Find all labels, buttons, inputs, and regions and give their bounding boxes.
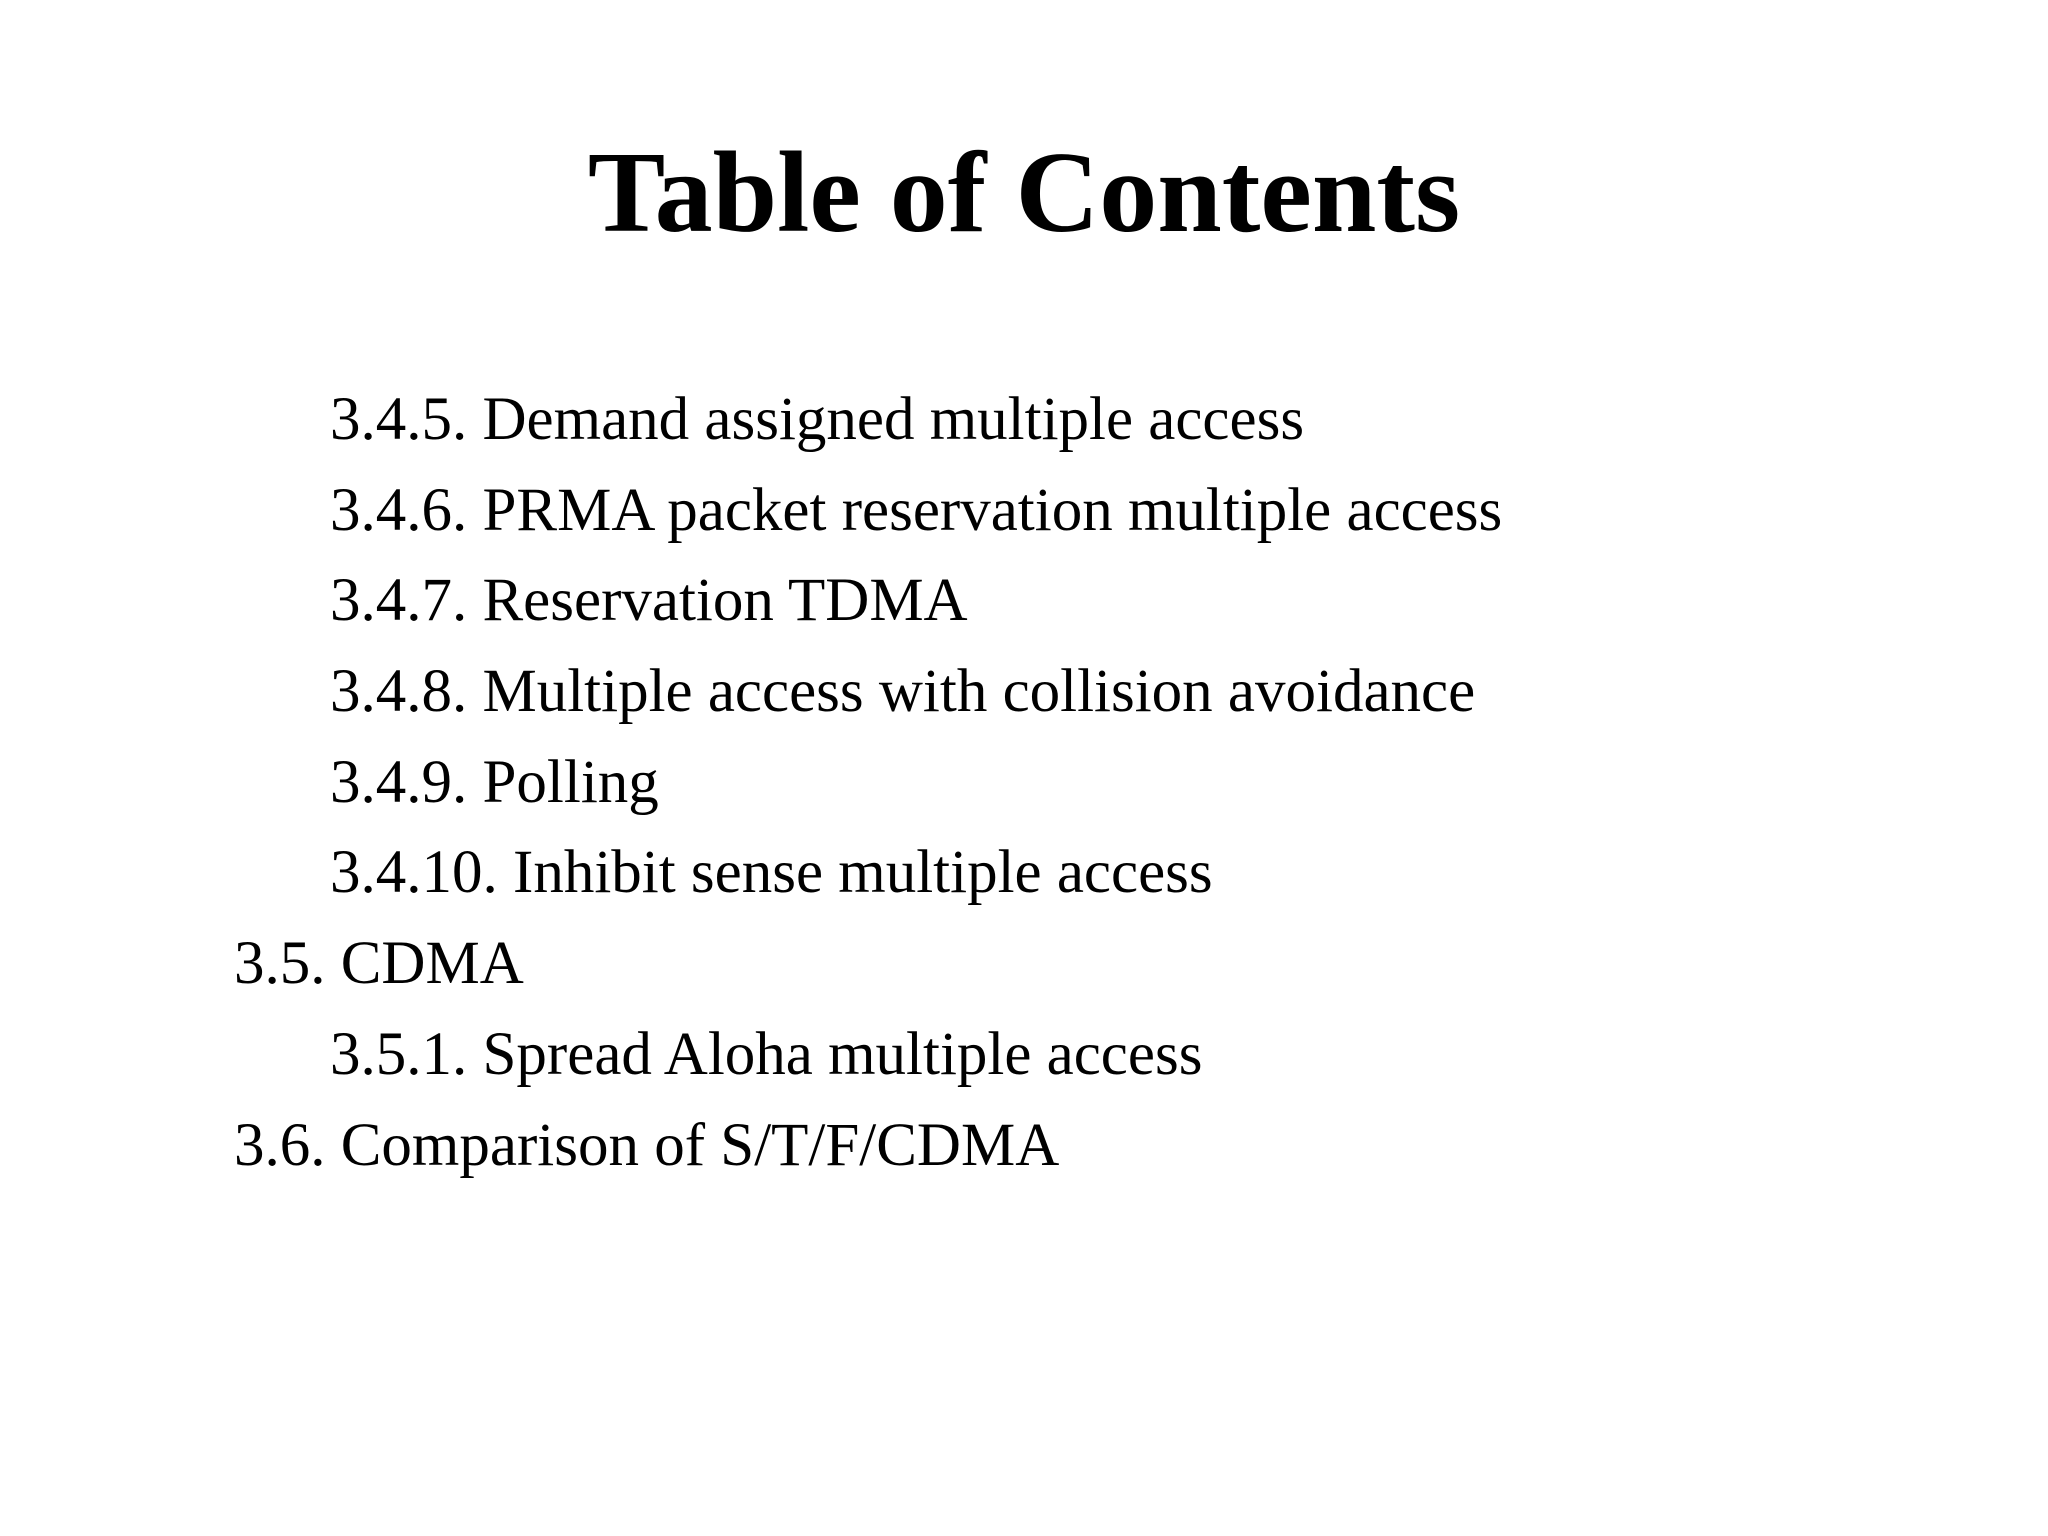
toc-entry: 3.4.8. Multiple access with collision avoidance xyxy=(330,658,1476,726)
toc-entry: 3.5.1. Spread Aloha multiple access xyxy=(330,1020,1203,1088)
toc-entry: 3.4.5. Demand assigned multiple access xyxy=(330,386,1305,453)
toc-list xyxy=(0,375,1502,1191)
toc-entry: 3.5. CDMA xyxy=(234,930,524,998)
page-title: Table of Contents xyxy=(587,129,1461,257)
toc-entry: 3.4.6. PRMA packet reservation multiple access xyxy=(330,476,1503,544)
toc-entry: 3.4.9. Polling xyxy=(330,748,659,816)
toc-entry: 3.4.10. Inhibit sense multiple access xyxy=(330,839,1213,907)
toc-entry: 3.6. Comparison of S/T/F/CDMA xyxy=(234,1111,1060,1179)
toc-entry: 3.4.7. Reservation TDMA xyxy=(330,567,968,635)
